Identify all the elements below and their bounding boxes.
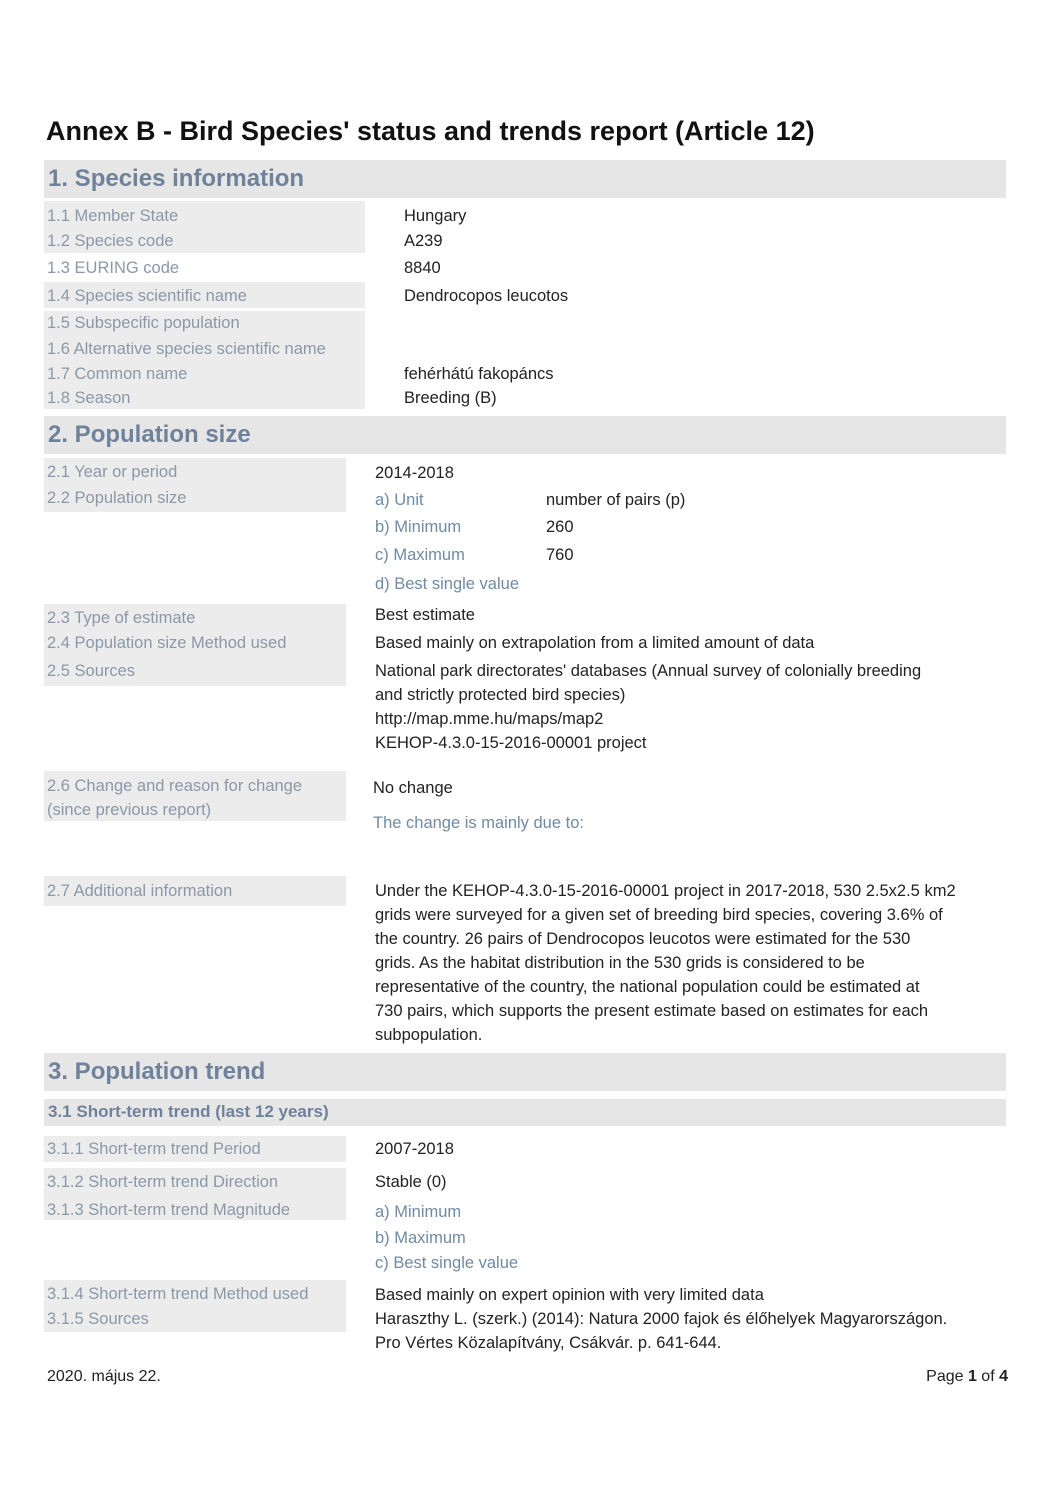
scientific-name-label: 1.4 Species scientific name [47,287,247,305]
method-used-label: 2.4 Population size Method used [47,634,287,652]
maximum-label: c) Maximum [375,546,465,564]
type-of-estimate-value: Best estimate [375,606,475,624]
page-number: Page 1 of 4 [926,1368,1008,1385]
sources-label: 2.5 Sources [47,662,136,680]
member-state-value: Hungary [404,207,467,225]
trend-method-label: 3.1.4 Short-term trend Method used [47,1285,309,1303]
sources-line: http://map.mme.hu/maps/map2 [375,710,604,728]
alternative-name-label: 1.6 Alternative species scientific name [47,340,326,358]
unit-label: a) Unit [375,491,424,509]
trend-maximum-label: b) Maximum [375,1229,466,1247]
additional-info-line: representative of the country, the national population could be estimated at [375,978,920,996]
unit-value: number of pairs (p) [546,491,686,509]
additional-info-line: the country. 26 pairs of Dendrocopos leucotos were estimated for the 530 [375,930,911,948]
footer-date: 2020. május 22. [47,1368,161,1385]
scientific-name-value: Dendrocopos leucotos [404,287,569,305]
euring-code-label: 1.3 EURING code [47,259,180,277]
change-reason-value: The change is mainly due to: [373,814,584,832]
common-name-label: 1.7 Common name [47,365,188,383]
member-state-label: 1.1 Member State [47,207,179,225]
section-header-population-trend: 3. Population trend [44,1053,1006,1091]
additional-info-line: grids were surveyed for a given set of breeding bird species, covering 3.6% of [375,906,943,924]
season-value: Breeding (B) [404,389,497,407]
additional-info-line: Under the KEHOP-4.3.0-15-2016-00001 project in 2017-2018, 530 2.5x2.5 km2 [375,882,956,900]
year-period-value: 2014-2018 [375,464,454,482]
trend-sources-label: 3.1.5 Sources [47,1310,149,1328]
sources-line: KEHOP-4.3.0-15-2016-00001 project [375,734,647,752]
trend-minimum-label: a) Minimum [375,1203,462,1221]
sources-line: and strictly protected bird species) [375,686,626,704]
maximum-value: 760 [546,546,574,564]
additional-info-line: 730 pairs, which supports the present estimate based on estimates for each [375,1002,929,1020]
population-size-label: 2.2 Population size [47,489,187,507]
best-value-label: d) Best single value [375,575,519,593]
trend-magnitude-label: 3.1.3 Short-term trend Magnitude [47,1201,291,1219]
trend-period-label: 3.1.1 Short-term trend Period [47,1140,261,1158]
trend-best-value-label: c) Best single value [375,1254,519,1272]
page-title: Annex B - Bird Species' status and trends report (Article 12) [46,116,815,146]
species-code-value: A239 [404,232,443,250]
trend-sources-line: Pro Vértes Közalapítvány, Csákvár. p. 641-644. [375,1334,722,1352]
change-reason-label: 2.6 Change and reason for change [47,777,303,795]
subspecific-population-label: 1.5 Subspecific population [47,314,240,332]
trend-period-value: 2007-2018 [375,1140,454,1158]
additional-info-line: subpopulation. [375,1026,483,1044]
sources-line: National park directorates' databases (Annual survey of colonially breeding [375,662,922,680]
section-header-species-information: 1. Species information [44,160,1006,198]
trend-direction-value: Stable (0) [375,1173,447,1191]
year-period-label: 2.1 Year or period [47,463,178,481]
change-value: No change [373,779,453,797]
euring-code-value: 8840 [404,259,441,277]
common-name-value: fehérhátú fakopáncs [404,365,554,383]
type-of-estimate-label: 2.3 Type of estimate [47,609,196,627]
section-header-population-size: 2. Population size [44,416,1006,454]
change-reason-label-cont: (since previous report) [47,801,212,819]
minimum-value: 260 [546,518,574,536]
subsection-header-short-term-trend: 3.1 Short-term trend (last 12 years) [44,1099,1006,1126]
additional-info-line: grids. As the habitat distribution in the 530 grids is considered to be [375,954,865,972]
trend-direction-label: 3.1.2 Short-term trend Direction [47,1173,279,1191]
additional-info-label: 2.7 Additional information [47,882,233,900]
minimum-label: b) Minimum [375,518,462,536]
method-used-value: Based mainly on extrapolation from a limited amount of data [375,634,815,652]
species-code-label: 1.2 Species code [47,232,174,250]
season-label: 1.8 Season [47,389,131,407]
trend-method-value: Based mainly on expert opinion with very limited data [375,1286,764,1304]
trend-sources-line: Haraszthy L. (szerk.) (2014): Natura 2000 fajok és élőhelyek Magyarországon. [375,1310,948,1328]
